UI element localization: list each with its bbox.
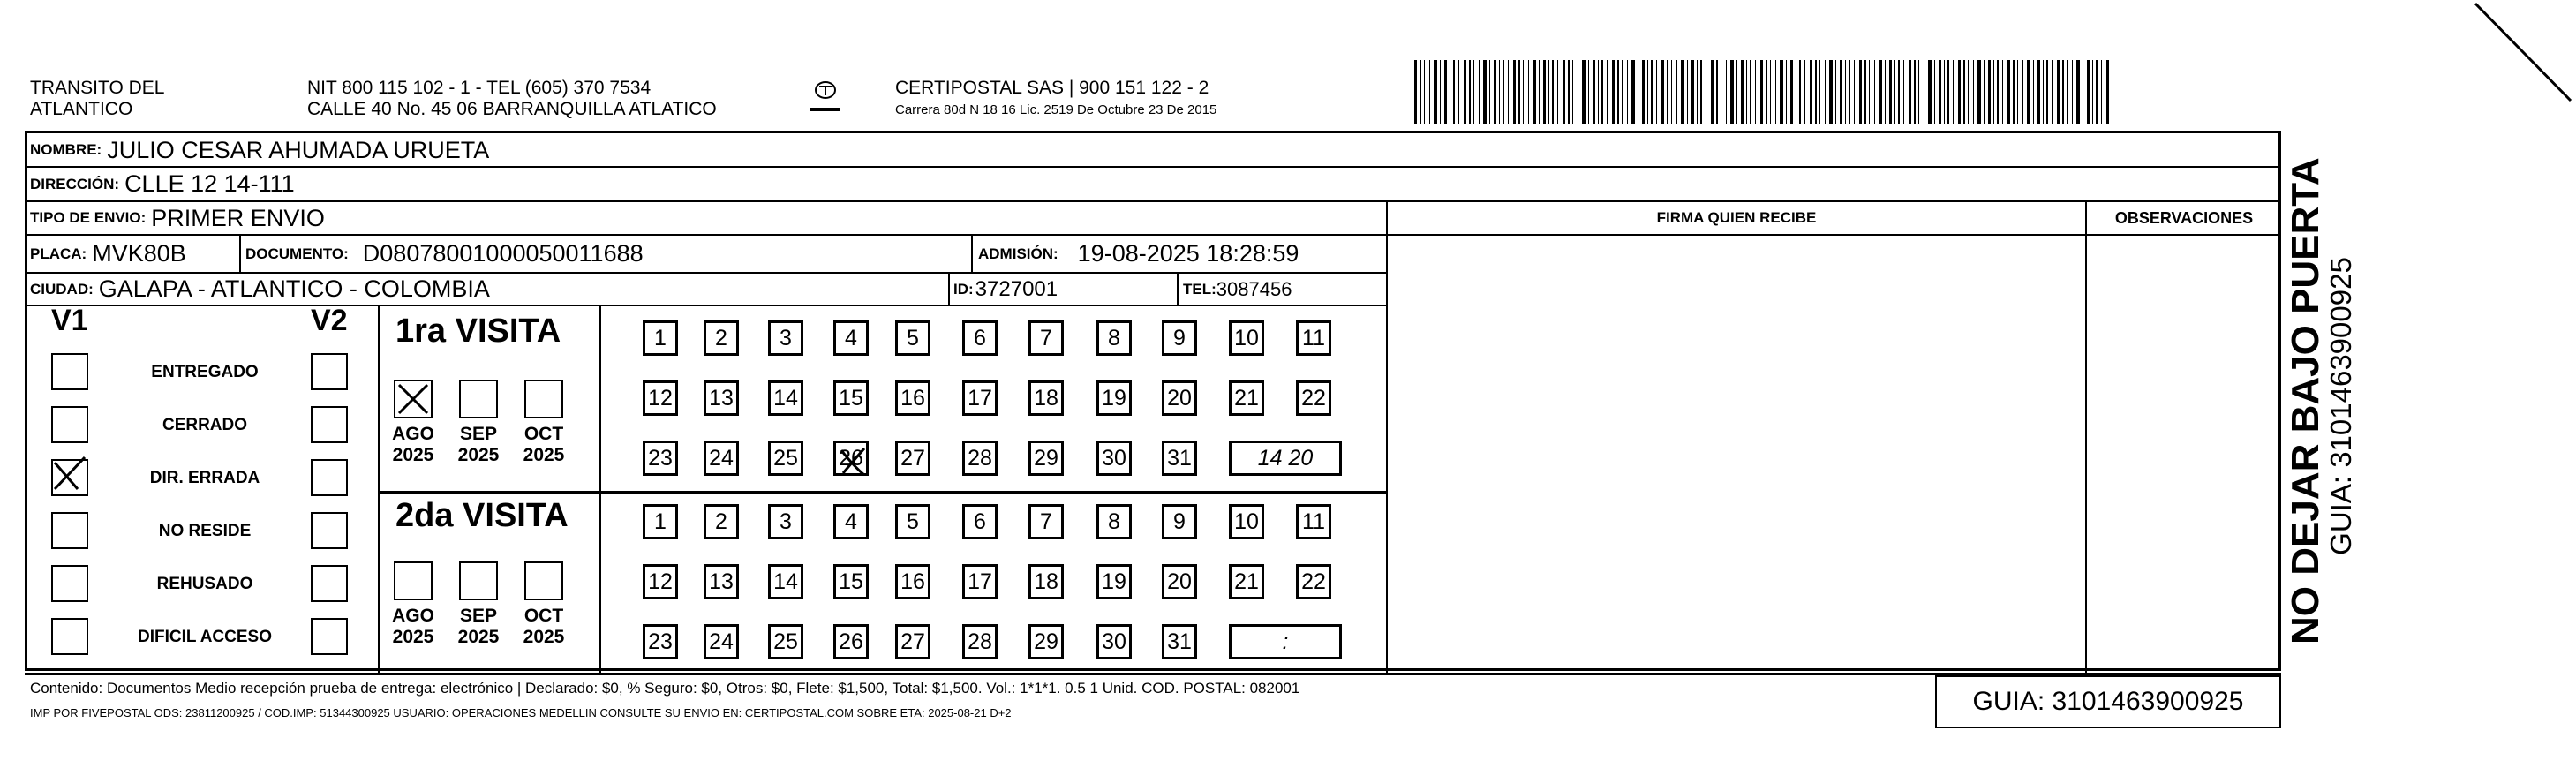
visit-1-day-24[interactable]: 24	[704, 441, 739, 476]
visit-2-day-12[interactable]: 12	[643, 564, 678, 599]
tipo-envio-value: PRIMER ENVIO	[151, 204, 325, 231]
tipo-envio-row	[30, 202, 325, 234]
certipostal-logo-icon	[808, 78, 843, 118]
visit-1-day-8[interactable]: 8	[1096, 320, 1132, 356]
org-name: TRANSITO DEL ATLANTICO	[30, 78, 165, 119]
visit-2-month-name-0: AGO	[392, 606, 434, 626]
footer-contenido: Contenido: Documentos Medio recepción prueba de entrega: electrónico | Declarado: $0, % Seguro: $0, Otros: $0, Flete: $1,500, Total: $1,500. Vol.: 1*1*1. 0.5 1 Unid. COD. POSTAL: 082001	[30, 680, 1300, 697]
visit-2-day-9[interactable]: 9	[1162, 504, 1197, 539]
visit-1-day-28[interactable]: 28	[962, 441, 998, 476]
placa-value: MVK80B	[92, 240, 186, 267]
visit-2-time-box[interactable]: :	[1229, 624, 1342, 659]
visit-1-day-5[interactable]: 5	[895, 320, 930, 356]
visit-2-day-25[interactable]: 25	[768, 624, 803, 659]
v2-checkbox-3[interactable]	[311, 512, 348, 549]
visit-2-month-name-1: SEP	[459, 606, 498, 626]
visit-1-day-19[interactable]: 19	[1096, 380, 1132, 416]
org-info: NIT 800 115 102 - 1 - TEL (605) 370 7534 CALLE 40 No. 45 06 BARRANQUILLA ATLATICO	[307, 78, 717, 119]
visit-1-month-name-0: AGO	[392, 424, 434, 444]
admision-value: 19-08-2025 18:28:59	[1077, 240, 1299, 267]
second-visit-title: 2da VISITA	[395, 497, 569, 534]
v1-checkbox-4[interactable]	[51, 565, 88, 602]
v1-checkbox-0[interactable]	[51, 353, 88, 390]
ciudad-cell: CIUDAD: GALAPA - ATLANTICO - COLOMBIA	[30, 275, 490, 302]
visit-1-day-21[interactable]: 21	[1229, 380, 1264, 416]
visit-1-day-27[interactable]: 27	[895, 441, 930, 476]
visit-1-day-29[interactable]: 29	[1028, 441, 1064, 476]
visit-2-day-10[interactable]: 10	[1229, 504, 1264, 539]
v1-checkbox-2[interactable]	[51, 459, 88, 496]
visit-1-day-10[interactable]: 10	[1229, 320, 1264, 356]
no-dejar-warning: NO DEJAR BAJO PUERTA	[2284, 157, 2327, 644]
firma-header: FIRMA QUIEN RECIBE	[1656, 209, 1817, 226]
visit-2-month-label-0	[387, 606, 440, 648]
visit-1-day-13[interactable]: 13	[704, 380, 739, 416]
visit-1-day-6[interactable]: 6	[962, 320, 998, 356]
status-label-4: REHUSADO	[156, 575, 253, 593]
visit-2-day-13[interactable]: 13	[704, 564, 739, 599]
visit-2-day-30[interactable]: 30	[1096, 624, 1132, 659]
visit-2-day-26[interactable]: 26	[833, 624, 869, 659]
visit-2-day-1[interactable]: 1	[643, 504, 678, 539]
direccion-value: CLLE 12 14-111	[124, 170, 295, 197]
admision-cell: ADMISIÓN: 19-08-2025 18:28:59	[978, 240, 1299, 267]
v2-checkbox-5[interactable]	[311, 618, 348, 655]
visit-1-day-11[interactable]: 11	[1296, 320, 1331, 356]
visit-1-day-1[interactable]: 1	[643, 320, 678, 356]
visit-1-month-year-1: 2025	[457, 445, 500, 465]
v2-checkbox-1[interactable]	[311, 406, 348, 443]
v1-checkbox-1[interactable]	[51, 406, 88, 443]
visit-1-month-label-1	[452, 424, 505, 466]
visit-1-day-2[interactable]: 2	[704, 320, 739, 356]
visit-2-day-11[interactable]: 11	[1296, 504, 1331, 539]
visit-2-day-20[interactable]: 20	[1162, 564, 1197, 599]
visit-1-day-16[interactable]: 16	[895, 380, 930, 416]
visit-1-day-22[interactable]: 22	[1296, 380, 1331, 416]
id-cell: ID: 3727001	[953, 276, 1058, 301]
visit-1-month-checkbox-2[interactable]	[524, 380, 563, 418]
corner-stroke	[2472, 0, 2576, 106]
placa-cell: PLACA: MVK80B	[30, 240, 186, 267]
visit-1-month-checkbox-0[interactable]	[394, 380, 433, 418]
ciudad-value: GALAPA - ATLANTICO - COLOMBIA	[98, 275, 490, 302]
side-guia: GUIA: 3101463900925	[2324, 257, 2357, 555]
visit-2-month-year-0: 2025	[392, 627, 434, 647]
visit-2-day-5[interactable]: 5	[895, 504, 930, 539]
visit-2-day-15[interactable]: 15	[833, 564, 869, 599]
visit-2-day-3[interactable]: 3	[768, 504, 803, 539]
visit-2-day-18[interactable]: 18	[1028, 564, 1064, 599]
visit-2-day-24[interactable]: 24	[704, 624, 739, 659]
visit-2-day-2[interactable]: 2	[704, 504, 739, 539]
documento-value: D08078001000050011688	[362, 240, 644, 267]
barcode-image	[1414, 60, 2112, 124]
visit-1-day-15[interactable]: 15	[833, 380, 869, 416]
visit-1-month-name-2: OCT	[523, 424, 564, 444]
visit-2-month-checkbox-1[interactable]	[459, 561, 498, 600]
v1-checkbox-5[interactable]	[51, 618, 88, 655]
visit-2-day-23[interactable]: 23	[643, 624, 678, 659]
v2-checkbox-2[interactable]	[311, 459, 348, 496]
direccion-row	[30, 168, 295, 200]
footer-imp: IMP POR FIVEPOSTAL ODS: 23811200925 / COD.IMP: 51344300925 USUARIO: OPERACIONES MEDELLIN CONSULTE SU ENVIO EN: CERTIPOSTAL.COM SOBRE ETA: 2025-08-21 D+2	[30, 706, 1012, 720]
visit-1-day-18[interactable]: 18	[1028, 380, 1064, 416]
visit-2-month-label-1	[452, 606, 505, 648]
v1-checkbox-3[interactable]	[51, 512, 88, 549]
visit-1-month-year-0: 2025	[392, 445, 434, 465]
visit-2-day-27[interactable]: 27	[895, 624, 930, 659]
v2-header: V2	[311, 304, 348, 337]
visit-1-day-9[interactable]: 9	[1162, 320, 1197, 356]
visit-1-day-14[interactable]: 14	[768, 380, 803, 416]
direccion-label: DIRECCIÓN:	[30, 175, 120, 192]
visit-2-month-label-2	[517, 606, 570, 648]
visit-2-day-21[interactable]: 21	[1229, 564, 1264, 599]
tel-cell: TEL: 3087456	[1183, 277, 1292, 300]
tipo-envio-label: TIPO DE ENVIO:	[30, 209, 147, 226]
status-label-5: DIFICIL ACCESO	[137, 628, 272, 646]
visit-1-day-12[interactable]: 12	[643, 380, 678, 416]
courier-name: CERTIPOSTAL SAS | 900 151 122 - 2	[895, 78, 1209, 98]
visit-2-month-checkbox-0[interactable]	[394, 561, 433, 600]
visit-1-day-17[interactable]: 17	[962, 380, 998, 416]
courier-license: Carrera 80d N 18 16 Lic. 2519 De Octubre 23 De 2015	[895, 102, 1217, 117]
visit-2-day-8[interactable]: 8	[1096, 504, 1132, 539]
visit-1-month-year-2: 2025	[523, 445, 565, 465]
nombre-label: NOMBRE:	[30, 141, 102, 158]
visit-1-month-name-1: SEP	[459, 424, 498, 444]
visit-1-month-label-2	[517, 424, 570, 466]
tel-value: 3087456	[1216, 277, 1292, 300]
visit-2-month-checkbox-2[interactable]	[524, 561, 563, 600]
footer-guia: GUIA: 3101463900925	[1972, 687, 2244, 716]
visit-2-day-4[interactable]: 4	[833, 504, 869, 539]
visit-1-month-label-0	[387, 424, 440, 466]
first-visit-title: 1ra VISITA	[395, 313, 561, 350]
v2-checkbox-0[interactable]	[311, 353, 348, 390]
visit-2-day-17[interactable]: 17	[962, 564, 998, 599]
v2-checkbox-4[interactable]	[311, 565, 348, 602]
id-value: 3727001	[975, 276, 1058, 301]
visit-1-day-7[interactable]: 7	[1028, 320, 1064, 356]
visit-2-month-name-2: OCT	[523, 606, 564, 626]
status-label-2: DIR. ERRADA	[149, 469, 260, 487]
visit-2-day-19[interactable]: 19	[1096, 564, 1132, 599]
status-label-1: CERRADO	[162, 416, 248, 434]
visit-2-day-6[interactable]: 6	[962, 504, 998, 539]
nombre-value: JULIO CESAR AHUMADA URUETA	[107, 136, 490, 163]
visit-2-month-year-1: 2025	[457, 627, 500, 647]
status-label-3: NO RESIDE	[158, 522, 252, 540]
side-text-area	[2284, 157, 2357, 644]
visit-2-day-29[interactable]: 29	[1028, 624, 1064, 659]
visit-2-day-14[interactable]: 14	[768, 564, 803, 599]
visit-2-day-31[interactable]: 31	[1162, 624, 1197, 659]
v1-header: V1	[51, 304, 88, 337]
visit-1-day-4[interactable]: 4	[833, 320, 869, 356]
visit-1-day-3[interactable]: 3	[768, 320, 803, 356]
visit-2-month-year-2: 2025	[523, 627, 565, 647]
documento-cell: DOCUMENTO: D08078001000050011688	[245, 240, 644, 267]
visit-1-time-box[interactable]: 14 20	[1229, 441, 1342, 476]
visit-1-day-26[interactable]: 26	[833, 441, 869, 476]
visit-1-month-checkbox-1[interactable]	[459, 380, 498, 418]
visit-2-day-28[interactable]: 28	[962, 624, 998, 659]
status-label-0: ENTREGADO	[151, 363, 259, 381]
visit-1-day-25[interactable]: 25	[768, 441, 803, 476]
visit-1-day-23[interactable]: 23	[643, 441, 678, 476]
visit-1-day-31[interactable]: 31	[1162, 441, 1197, 476]
nombre-row	[30, 134, 489, 166]
visit-2-day-16[interactable]: 16	[895, 564, 930, 599]
observaciones-header: OBSERVACIONES	[2114, 208, 2254, 227]
visit-2-day-22[interactable]: 22	[1296, 564, 1331, 599]
visit-1-day-30[interactable]: 30	[1096, 441, 1132, 476]
visit-1-day-20[interactable]: 20	[1162, 380, 1197, 416]
visit-2-day-7[interactable]: 7	[1028, 504, 1064, 539]
